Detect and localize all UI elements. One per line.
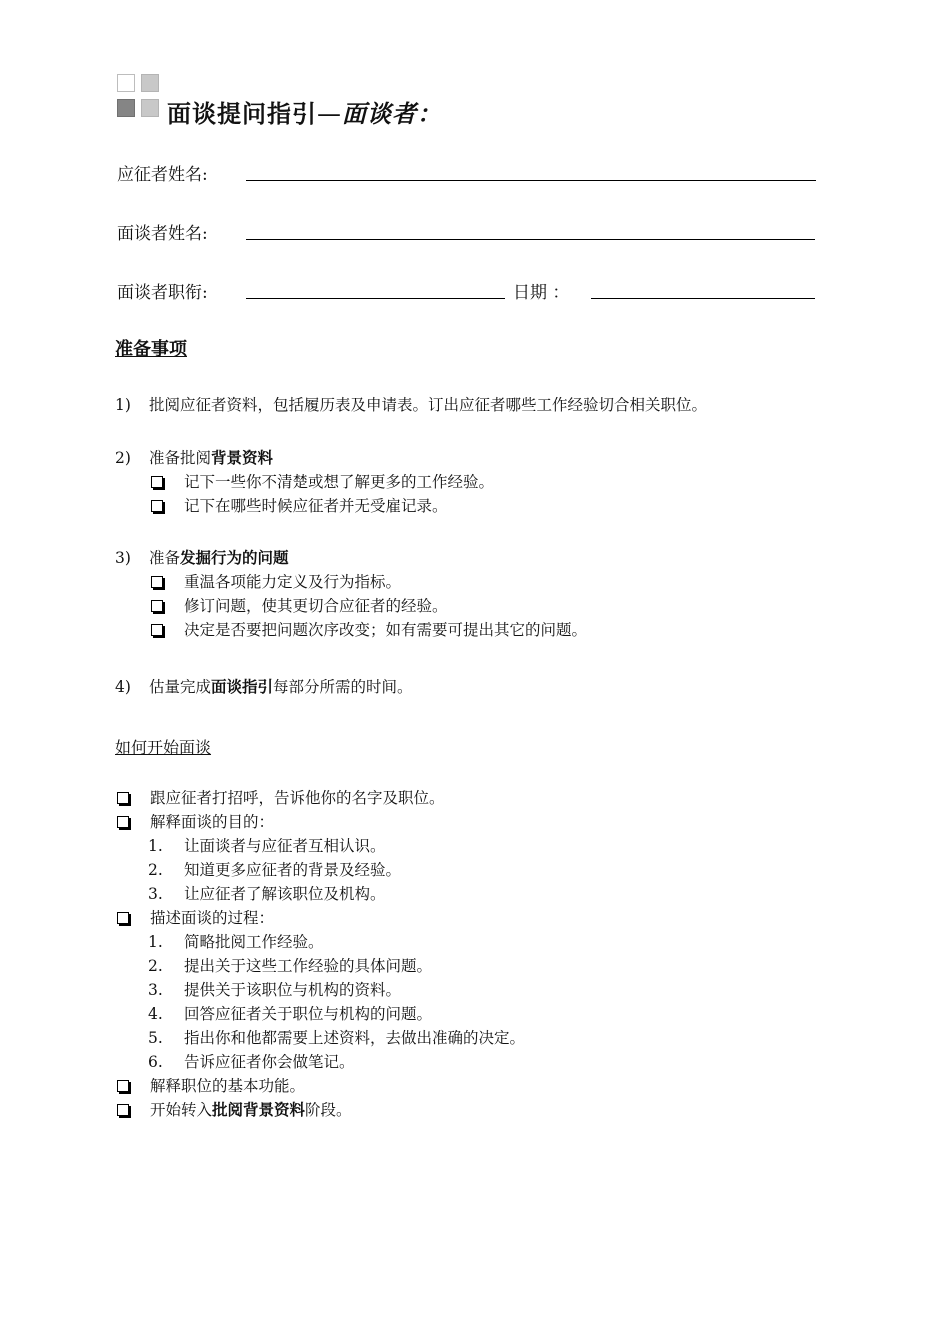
- preparation-heading: 准备事项: [115, 339, 187, 360]
- checkbox-icon: [151, 576, 163, 588]
- opening-heading: 如何开始面谈: [115, 738, 212, 757]
- applicant-name-label: 应征者姓名:: [117, 165, 208, 185]
- logo-square-dark: [117, 99, 135, 117]
- checkbox-icon: [151, 600, 163, 612]
- checkbox-icon: [151, 624, 163, 636]
- date-field[interactable]: [591, 298, 815, 299]
- page-title: 面谈提问指引—面谈者：: [167, 99, 442, 128]
- checkbox-icon: [117, 1104, 129, 1116]
- interviewer-title-label: 面谈者职衔:: [117, 283, 208, 303]
- applicant-name-field[interactable]: [246, 180, 816, 181]
- logo-square-light-2: [141, 99, 159, 117]
- checkbox-icon: [117, 1080, 129, 1092]
- logo-square-light: [141, 74, 159, 92]
- checkbox-icon: [151, 476, 163, 488]
- checkbox-icon: [151, 500, 163, 512]
- checkbox-icon: [117, 912, 129, 924]
- interviewer-title-field[interactable]: [246, 298, 505, 299]
- logo-square-outline: [117, 74, 135, 92]
- interviewer-name-field[interactable]: [246, 239, 815, 240]
- interviewer-name-label: 面谈者姓名:: [117, 224, 208, 244]
- date-label: 日期 ：: [513, 283, 570, 303]
- checkbox-icon: [117, 792, 129, 804]
- checkbox-icon: [117, 816, 129, 828]
